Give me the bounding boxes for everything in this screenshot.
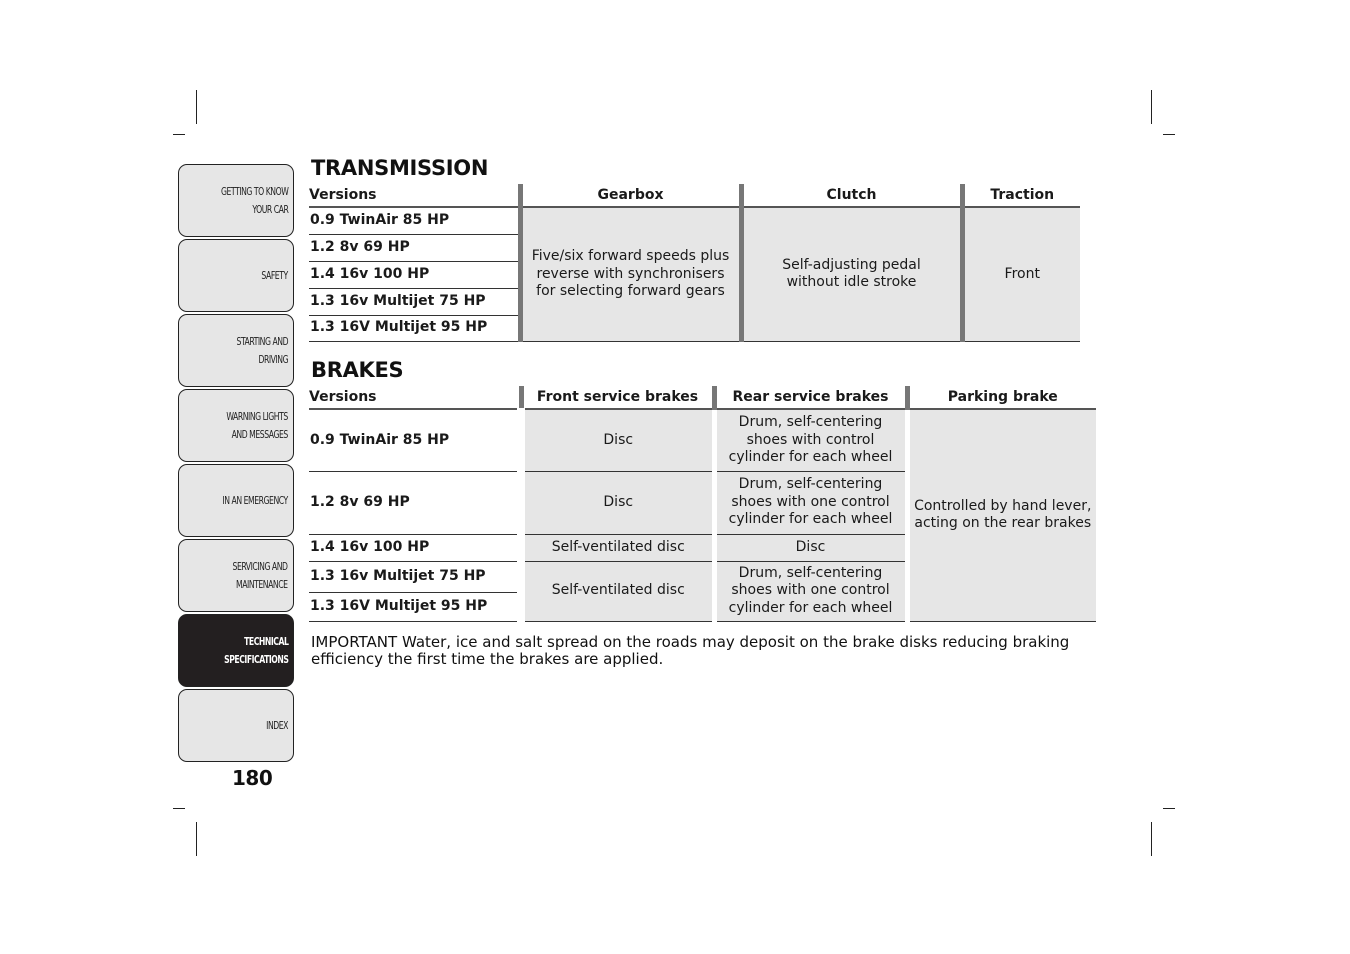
front-brake-cell: Disc [521, 409, 714, 471]
tab-label: SAFETY [261, 268, 288, 282]
transmission-table [309, 184, 1080, 342]
tab-label: STARTING AND DRIVING [236, 334, 288, 366]
gearbox-cell [520, 207, 741, 341]
tab-emergency[interactable] [178, 464, 294, 537]
column-header: Gearbox [520, 184, 741, 207]
clutch-cell [741, 207, 962, 341]
crop-mark [1151, 90, 1152, 124]
rear-brake-text: Drum, self-centering shoes with one control cylinder for each wheel [728, 476, 893, 528]
crop-mark [196, 822, 197, 856]
transmission-title: TRANSMISSION [311, 156, 489, 180]
version-cell: 1.3 16v Multijet 75 HP [309, 288, 520, 315]
crop-mark [1163, 808, 1175, 809]
tab-technical-specifications[interactable] [178, 614, 294, 687]
tab-label: GETTING TO KNOW YOUR CAR [220, 184, 288, 216]
important-note: IMPORTANT Water, ice and salt spread on the roads may deposit on the brake disks reducing braking efficiency the first time the brakes are applied. [311, 633, 1070, 668]
crop-mark [173, 808, 185, 809]
tab-label: WARNING LIGHTS AND MESSAGES [226, 409, 288, 441]
traction-cell: Front [962, 207, 1080, 341]
page-number: 180 [232, 766, 273, 790]
version-cell: 1.2 8v 69 HP [309, 471, 521, 534]
table-row [309, 207, 1080, 234]
column-header: Rear service brakes [714, 386, 907, 409]
table-row [309, 409, 1096, 471]
parking-brake-cell [907, 409, 1096, 621]
rear-brake-text: Drum, self-centering shoes with one control cylinder for each wheel [728, 564, 893, 616]
front-brake-cell: Self-ventilated disc [521, 561, 714, 621]
column-header: Traction [962, 184, 1080, 207]
brakes-table [309, 386, 1096, 622]
tab-label: INDEX [266, 718, 288, 732]
rear-brake-cell [714, 409, 907, 471]
crop-mark [1163, 134, 1175, 135]
column-header: Front service brakes [521, 386, 714, 409]
tab-label: IN AN EMERGENCY [222, 493, 288, 507]
tab-starting-driving[interactable] [178, 314, 294, 387]
column-header: Clutch [741, 184, 962, 207]
crop-mark [173, 134, 185, 135]
version-cell: 1.3 16V Multijet 95 HP [309, 592, 521, 621]
gearbox-text: Five/six forward speeds plus reverse with synchronisers for selecting forward gears [531, 248, 730, 299]
version-cell: 0.9 TwinAir 85 HP [309, 409, 521, 471]
tab-servicing[interactable] [178, 539, 294, 612]
table-header-row [309, 184, 1080, 207]
tab-label: SERVICING AND MAINTENANCE [232, 559, 288, 591]
tab-safety[interactable] [178, 239, 294, 312]
parking-brake-text: Controlled by hand lever, acting on the rear brakes [914, 497, 1092, 532]
crop-mark [196, 90, 197, 124]
tab-getting-to-know[interactable] [178, 164, 294, 237]
front-brake-cell: Self-ventilated disc [521, 534, 714, 561]
brakes-title: BRAKES [311, 358, 404, 382]
table-header-row [309, 386, 1096, 409]
crop-mark [1151, 822, 1152, 856]
tab-index[interactable] [178, 689, 294, 762]
column-header: Versions [309, 184, 520, 207]
rear-brake-text: Drum, self-centering shoes with control cylinder for each wheel [728, 414, 893, 465]
version-cell: 1.2 8v 69 HP [309, 234, 520, 261]
rear-brake-cell [714, 561, 907, 621]
front-brake-cell: Disc [521, 471, 714, 534]
tab-label: TECHNICAL SPECIFICATIONS [223, 634, 288, 666]
rear-brake-cell [714, 471, 907, 534]
clutch-text: Self-adjusting pedal without idle stroke [782, 256, 921, 291]
version-cell: 1.4 16v 100 HP [309, 534, 521, 561]
column-header: Parking brake [907, 386, 1096, 409]
rear-brake-cell: Disc [714, 534, 907, 561]
version-cell: 1.4 16v 100 HP [309, 261, 520, 288]
version-cell: 0.9 TwinAir 85 HP [309, 207, 520, 234]
tab-warning-lights[interactable] [178, 389, 294, 462]
version-cell: 1.3 16v Multijet 75 HP [309, 561, 521, 592]
column-header: Versions [309, 386, 521, 409]
version-cell: 1.3 16V Multijet 95 HP [309, 315, 520, 341]
